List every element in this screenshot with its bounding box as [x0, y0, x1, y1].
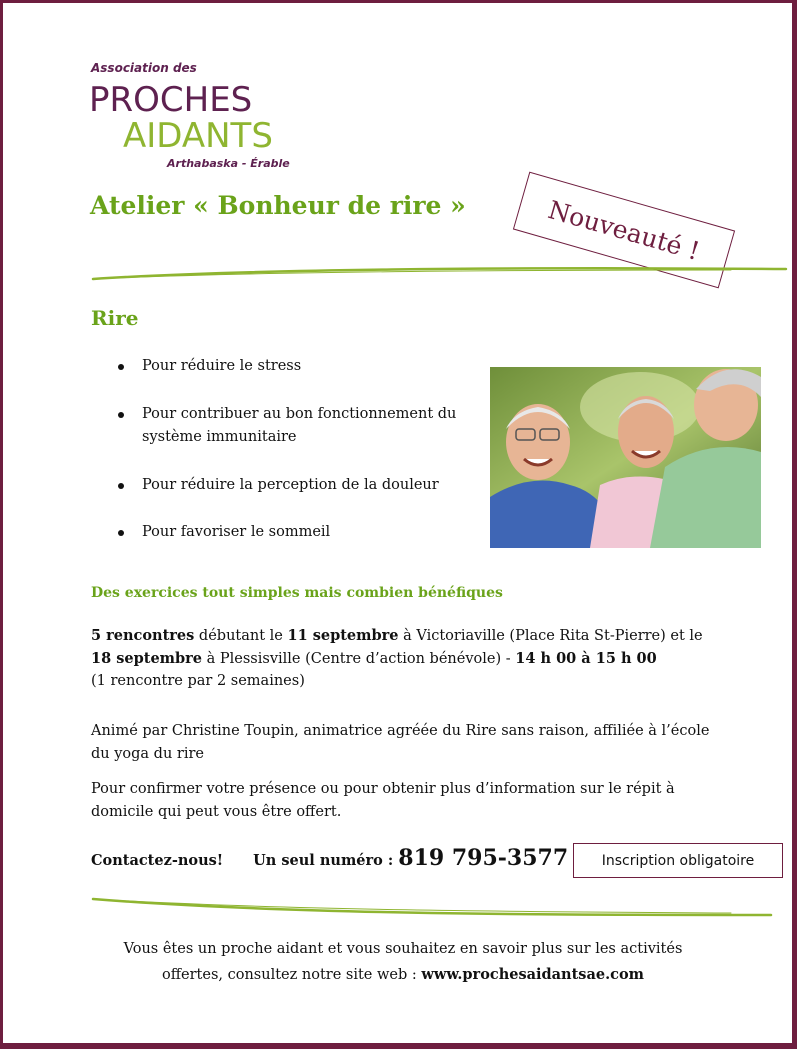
sessions-count: 5 rencontres [91, 627, 195, 644]
list-item: Pour favoriser le sommeil [115, 521, 475, 544]
stamp-text: Nouveauté ! [545, 194, 703, 266]
schedule-text: débutant le [194, 628, 288, 644]
footer-text [103, 936, 703, 988]
list-item: Pour réduire la perception de la douleur [115, 474, 475, 497]
phone-number: 819 795-3577 [398, 845, 569, 871]
website-link[interactable]: www.prochesaidantsae.com [421, 966, 644, 983]
inscription-box: Inscription obligatoire [573, 843, 783, 878]
start-date-plessisville: 18 septembre [91, 649, 203, 667]
contact-line [91, 845, 568, 871]
schedule-text: à Plessisville (Centre d’action bénévole) - [202, 650, 516, 667]
page-title: Atelier « Bonheur de rire » [90, 191, 466, 220]
list-item: Pour contribuer au bon fonctionnement du système immunitaire [115, 403, 475, 449]
schedule-text: à Victoriaville (Place Rita St-Pierre) et le [398, 628, 703, 644]
logo-aidants-text: AIDANTS [123, 116, 273, 156]
contact-label: Contactez-nous! [91, 852, 224, 869]
association-logo [87, 61, 317, 177]
phone-label: Un seul numéro : [253, 852, 399, 869]
laughing-seniors-photo [490, 367, 761, 548]
logo-proches-text: PROCHES [89, 80, 253, 120]
logo-association-text: Association des [91, 61, 197, 75]
start-date-victoriaville: 11 septembre [287, 627, 399, 644]
top-divider-swoosh [91, 261, 791, 285]
bottom-divider-swoosh [91, 893, 791, 921]
benefits-list [115, 355, 475, 544]
confirm-paragraph: Pour confirmer votre présence ou pour obtenir plus d’information sur le répit à domicile qui peut vous être offert. [91, 781, 675, 820]
footer-message: Vous êtes un proche aidant et vous souhaitez en savoir plus sur les activités offertes, consultez notre site web : [123, 941, 683, 983]
exercises-subheading: Des exercices tout simples mais combien bénéfiques [91, 585, 503, 601]
list-item: Pour réduire le stress [115, 355, 475, 378]
session-hours: 14 h 00 à 15 h 00 [515, 649, 657, 667]
logo-region-text: Arthabaska - Érable [167, 157, 290, 170]
schedule-paragraph [91, 625, 721, 693]
schedule-frequency: (1 rencontre par 2 semaines) [91, 673, 305, 689]
animator-paragraph: Animé par Christine Toupin, animatrice agréée du Rire sans raison, affiliée à l’école du yoga du rire [91, 723, 710, 762]
section-heading: Rire [91, 306, 139, 330]
